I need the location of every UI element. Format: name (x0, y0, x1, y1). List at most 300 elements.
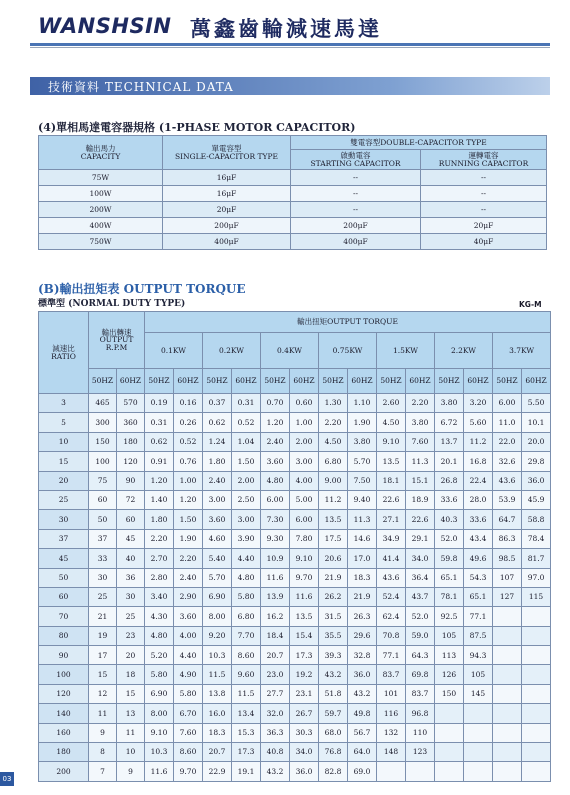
torque-cell (522, 704, 551, 723)
torque-cell: 52.0 (435, 529, 464, 548)
torque-row (39, 568, 551, 587)
torque-cell: 28.0 (464, 490, 493, 509)
torque-cell: 3.90 (232, 529, 261, 548)
torque-cell: 83.7 (377, 665, 406, 684)
torque-cell: 7.30 (261, 510, 290, 529)
torque-cell: 86.3 (493, 529, 522, 548)
rpm-cell: 25 (117, 607, 145, 626)
torque-row (39, 471, 551, 490)
torque-cell: 13.7 (435, 432, 464, 451)
torque-cell: 59.8 (435, 549, 464, 568)
ratio-cell: 100 (39, 665, 89, 684)
capacitor-table (38, 135, 547, 250)
torque-cell (435, 723, 464, 742)
torque-cell: 1.20 (261, 413, 290, 432)
ratio-cell: 15 (39, 452, 89, 471)
torque-cell: 11.3 (406, 452, 435, 471)
torque-cell: 7.50 (348, 471, 377, 490)
torque-cell: 5.40 (203, 549, 232, 568)
torque-cell: 9.70 (174, 762, 203, 781)
torque-cell (522, 762, 551, 781)
rpm-cell: 465 (89, 394, 117, 413)
torque-row (39, 452, 551, 471)
torque-cell (435, 704, 464, 723)
capacitor-cell-start: -- (291, 186, 421, 202)
col-power: 0.4KW (261, 333, 319, 369)
rpm-cell: 75 (89, 471, 117, 490)
torque-cell: 94.3 (464, 646, 493, 665)
torque-cell: 4.30 (145, 607, 174, 626)
torque-cell: 51.8 (319, 684, 348, 703)
rpm-cell: 7 (89, 762, 117, 781)
ratio-cell: 10 (39, 432, 89, 451)
rpm-cell: 50 (89, 510, 117, 529)
torque-cell: 18.9 (406, 490, 435, 509)
capacitor-cell-run: 40μF (421, 234, 547, 250)
rpm-cell: 20 (117, 646, 145, 665)
torque-cell (522, 665, 551, 684)
capacitor-cell-start: 200μF (291, 218, 421, 234)
torque-cell (493, 743, 522, 762)
torque-cell: 14.6 (348, 529, 377, 548)
torque-cell: 22.4 (464, 471, 493, 490)
torque-cell (522, 607, 551, 626)
rpm-cell: 180 (117, 432, 145, 451)
ratio-cell: 160 (39, 723, 89, 742)
col-power: 0.1KW (145, 333, 203, 369)
torque-cell: 4.90 (174, 665, 203, 684)
torque-cell: 2.70 (145, 549, 174, 568)
torque-cell: 56.7 (348, 723, 377, 742)
col-frequency: 60HZ (522, 369, 551, 394)
capacitor-cell-start: -- (291, 170, 421, 186)
model-label: KG-M (519, 300, 542, 309)
torque-cell: 68.0 (319, 723, 348, 742)
torque-cell (522, 626, 551, 645)
torque-cell: 0.70 (261, 394, 290, 413)
torque-cell (464, 723, 493, 742)
torque-cell: 2.40 (203, 471, 232, 490)
torque-cell: 87.5 (464, 626, 493, 645)
torque-cell: 0.31 (232, 394, 261, 413)
torque-cell (464, 743, 493, 762)
torque-cell: 4.80 (232, 568, 261, 587)
torque-cell (522, 723, 551, 742)
torque-cell: 6.80 (319, 452, 348, 471)
col-frequency: 50HZ (203, 369, 232, 394)
torque-cell: 98.5 (493, 549, 522, 568)
torque-row (39, 665, 551, 684)
torque-cell: 16.2 (261, 607, 290, 626)
torque-cell: 9.40 (348, 490, 377, 509)
torque-cell: 145 (464, 684, 493, 703)
torque-cell: 34.0 (290, 743, 319, 762)
torque-cell: 65.1 (464, 587, 493, 606)
torque-row (39, 607, 551, 626)
torque-cell: 10.3 (203, 646, 232, 665)
torque-cell: 0.26 (174, 413, 203, 432)
rpm-cell: 90 (117, 471, 145, 490)
torque-cell: 2.20 (406, 394, 435, 413)
torque-cell: 17.5 (319, 529, 348, 548)
rpm-cell: 8 (89, 743, 117, 762)
col-ratio: 減速比 RATIO (39, 312, 89, 394)
torque-cell: 29.1 (406, 529, 435, 548)
torque-row (39, 684, 551, 703)
torque-cell: 2.20 (174, 549, 203, 568)
torque-cell: 6.00 (261, 490, 290, 509)
torque-cell: 13.4 (232, 704, 261, 723)
torque-cell: 43.2 (261, 762, 290, 781)
col-power: 2.2KW (435, 333, 493, 369)
torque-cell: 9.20 (203, 626, 232, 645)
torque-cell: 8.00 (145, 704, 174, 723)
torque-cell: 20.6 (319, 549, 348, 568)
torque-cell: 8.60 (232, 646, 261, 665)
torque-cell: 4.50 (377, 413, 406, 432)
torque-cell: 1.30 (319, 394, 348, 413)
ratio-cell: 70 (39, 607, 89, 626)
col-rpm: 輸出轉速 OUTPUT R.P.M (89, 312, 145, 369)
torque-row (39, 549, 551, 568)
torque-cell: 148 (377, 743, 406, 762)
torque-cell: 7.80 (290, 529, 319, 548)
torque-cell: 13.5 (290, 607, 319, 626)
torque-cell: 69.0 (348, 762, 377, 781)
ratio-cell: 5 (39, 413, 89, 432)
torque-cell: 45.9 (522, 490, 551, 509)
torque-cell: 22.6 (377, 490, 406, 509)
torque-cell (493, 646, 522, 665)
torque-cell: 43.2 (348, 684, 377, 703)
torque-cell: 1.50 (174, 510, 203, 529)
ratio-cell: 3 (39, 394, 89, 413)
torque-cell: 4.80 (145, 626, 174, 645)
torque-cell: 32.8 (348, 646, 377, 665)
torque-cell: 34.0 (406, 549, 435, 568)
col-capacity: 輸出馬力 CAPACITY (39, 136, 163, 170)
torque-cell: 36.3 (261, 723, 290, 742)
torque-cell (464, 762, 493, 781)
capacitor-cell-cap: 75W (39, 170, 163, 186)
torque-cell: 3.00 (290, 452, 319, 471)
torque-cell: 1.10 (348, 394, 377, 413)
col-starting: 啟動電容 STARTING CAPACITOR (291, 150, 421, 170)
torque-cell: 0.62 (145, 432, 174, 451)
col-frequency: 60HZ (406, 369, 435, 394)
col-frequency: 50HZ (493, 369, 522, 394)
col-frequency: 60HZ (232, 369, 261, 394)
capacitor-cell-single: 200μF (163, 218, 291, 234)
torque-cell: 150 (435, 684, 464, 703)
torque-cell: 53.9 (493, 490, 522, 509)
rpm-cell: 30 (89, 568, 117, 587)
torque-cell (435, 762, 464, 781)
torque-cell: 36.4 (406, 568, 435, 587)
torque-row (39, 743, 551, 762)
ratio-cell: 120 (39, 684, 89, 703)
torque-cell: 4.00 (174, 626, 203, 645)
torque-cell (493, 723, 522, 742)
rpm-cell: 10 (117, 743, 145, 762)
torque-cell: 127 (493, 587, 522, 606)
torque-cell: 13.5 (377, 452, 406, 471)
col-frequency: 60HZ (464, 369, 493, 394)
torque-cell: 5.80 (145, 665, 174, 684)
torque-cell: 21.9 (319, 568, 348, 587)
rpm-cell: 21 (89, 607, 117, 626)
brand-logo: WANSHSIN (38, 14, 172, 38)
rpm-cell: 36 (117, 568, 145, 587)
ratio-cell: 200 (39, 762, 89, 781)
torque-cell: 2.50 (232, 490, 261, 509)
capacitor-cell-start: -- (291, 202, 421, 218)
torque-cell: 11.3 (348, 510, 377, 529)
col-frequency: 60HZ (174, 369, 203, 394)
torque-cell: 5.00 (290, 490, 319, 509)
rpm-cell: 72 (117, 490, 145, 509)
torque-cell: 18.3 (203, 723, 232, 742)
torque-cell: 9.10 (145, 723, 174, 742)
torque-cell (493, 762, 522, 781)
rpm-cell: 30 (117, 587, 145, 606)
rpm-cell: 45 (117, 529, 145, 548)
torque-cell: 76.8 (319, 743, 348, 762)
torque-cell: 4.50 (319, 432, 348, 451)
torque-cell: 1.40 (145, 490, 174, 509)
torque-cell: 1.00 (174, 471, 203, 490)
torque-cell: 65.1 (435, 568, 464, 587)
torque-cell: 3.00 (232, 510, 261, 529)
torque-cell (493, 704, 522, 723)
col-frequency: 60HZ (348, 369, 377, 394)
torque-cell: 1.00 (290, 413, 319, 432)
rpm-cell: 12 (89, 684, 117, 703)
torque-cell: 33.6 (464, 510, 493, 529)
torque-cell: 43.7 (406, 587, 435, 606)
torque-cell: 26.2 (319, 587, 348, 606)
torque-cell: 26.3 (348, 607, 377, 626)
torque-cell (493, 665, 522, 684)
torque-cell: 41.4 (377, 549, 406, 568)
torque-cell: 11.6 (261, 568, 290, 587)
torque-cell: 18.3 (348, 568, 377, 587)
torque-cell: 29.6 (348, 626, 377, 645)
col-frequency: 50HZ (319, 369, 348, 394)
torque-cell: 92.5 (435, 607, 464, 626)
torque-cell: 6.70 (174, 704, 203, 723)
torque-cell: 9.60 (232, 665, 261, 684)
capacitor-cell-single: 400μF (163, 234, 291, 250)
torque-cell (435, 743, 464, 762)
torque-row (39, 723, 551, 742)
torque-cell: 2.60 (377, 394, 406, 413)
col-frequency: 50HZ (435, 369, 464, 394)
col-power: 0.75KW (319, 333, 377, 369)
torque-row (39, 394, 551, 413)
torque-cell: 0.76 (174, 452, 203, 471)
torque-cell: 54.3 (464, 568, 493, 587)
torque-cell: 2.00 (290, 432, 319, 451)
torque-cell: 9.10 (290, 549, 319, 568)
torque-cell: 40.3 (435, 510, 464, 529)
rpm-cell: 60 (117, 510, 145, 529)
capacitor-row (39, 170, 547, 186)
capacitor-cell-run: -- (421, 202, 547, 218)
torque-cell: 27.1 (377, 510, 406, 529)
torque-cell: 8.60 (174, 743, 203, 762)
torque-cell: 18.4 (261, 626, 290, 645)
torque-cell: 13.9 (261, 587, 290, 606)
torque-cell: 11.6 (290, 587, 319, 606)
torque-cell: 0.19 (145, 394, 174, 413)
col-frequency: 50HZ (89, 369, 117, 394)
torque-cell: 1.80 (203, 452, 232, 471)
torque-cell: 3.00 (203, 490, 232, 509)
torque-cell: 16.8 (464, 452, 493, 471)
torque-cell: 3.80 (435, 394, 464, 413)
torque-row (39, 432, 551, 451)
torque-cell: 49.6 (464, 549, 493, 568)
torque-cell: 123 (406, 743, 435, 762)
torque-cell: 3.80 (348, 432, 377, 451)
torque-cell: 16.0 (203, 704, 232, 723)
torque-cell: 26.8 (435, 471, 464, 490)
capacitor-cell-cap: 750W (39, 234, 163, 250)
torque-cell: 1.80 (145, 510, 174, 529)
torque-cell: 22.9 (203, 762, 232, 781)
capacitor-row (39, 234, 547, 250)
torque-cell: 64.3 (406, 646, 435, 665)
rpm-cell: 17 (89, 646, 117, 665)
torque-cell: 126 (435, 665, 464, 684)
torque-cell: 11.2 (319, 490, 348, 509)
col-frequency: 60HZ (290, 369, 319, 394)
rpm-cell: 60 (89, 490, 117, 509)
torque-cell: 6.72 (435, 413, 464, 432)
torque-cell: 2.20 (319, 413, 348, 432)
torque-cell: 7.70 (232, 626, 261, 645)
torque-cell: 43.6 (493, 471, 522, 490)
torque-cell (377, 762, 406, 781)
torque-cell: 17.0 (348, 549, 377, 568)
torque-cell: 0.60 (290, 394, 319, 413)
rpm-cell: 570 (117, 394, 145, 413)
torque-cell (464, 704, 493, 723)
rpm-cell: 11 (117, 723, 145, 742)
torque-cell: 49.8 (348, 704, 377, 723)
torque-cell (522, 684, 551, 703)
torque-cell: 1.50 (232, 452, 261, 471)
torque-cell: 36.0 (348, 665, 377, 684)
torque-cell: 9.70 (290, 568, 319, 587)
torque-cell: 59.7 (319, 704, 348, 723)
col-frequency: 50HZ (377, 369, 406, 394)
torque-cell: 31.5 (319, 607, 348, 626)
col-power: 0.2KW (203, 333, 261, 369)
torque-cell: 39.3 (319, 646, 348, 665)
rpm-cell: 19 (89, 626, 117, 645)
torque-cell: 4.40 (174, 646, 203, 665)
rpm-cell: 23 (117, 626, 145, 645)
col-double: 雙電容型DOUBLE-CAPACITOR TYPE (291, 136, 547, 150)
header-divider (30, 43, 550, 46)
torque-cell: 77.1 (377, 646, 406, 665)
ratio-cell: 25 (39, 490, 89, 509)
rpm-cell: 15 (117, 684, 145, 703)
torque-cell: 110 (406, 723, 435, 742)
ratio-cell: 60 (39, 587, 89, 606)
torque-cell: 52.0 (406, 607, 435, 626)
header-divider-thin (30, 47, 550, 48)
col-frequency: 50HZ (145, 369, 174, 394)
torque-cell: 3.60 (261, 452, 290, 471)
torque-cell: 3.60 (203, 510, 232, 529)
torque-cell: 15.3 (232, 723, 261, 742)
torque-cell (406, 762, 435, 781)
torque-cell: 36.0 (522, 471, 551, 490)
rpm-cell: 150 (89, 432, 117, 451)
torque-cell: 36.0 (290, 762, 319, 781)
torque-cell: 11.5 (203, 665, 232, 684)
torque-cell: 26.7 (290, 704, 319, 723)
torque-cell: 3.40 (145, 587, 174, 606)
torque-row (39, 490, 551, 509)
torque-cell: 105 (435, 626, 464, 645)
torque-cell: 4.00 (290, 471, 319, 490)
torque-cell: 59.0 (406, 626, 435, 645)
torque-cell: 9.10 (377, 432, 406, 451)
capacitor-row (39, 186, 547, 202)
torque-cell: 2.40 (261, 432, 290, 451)
ratio-cell: 45 (39, 549, 89, 568)
torque-cell: 5.80 (232, 587, 261, 606)
torque-cell: 1.90 (174, 529, 203, 548)
torque-cell: 11.0 (493, 413, 522, 432)
torque-cell: 1.20 (145, 471, 174, 490)
torque-cell: 78.1 (435, 587, 464, 606)
ratio-cell: 37 (39, 529, 89, 548)
torque-cell: 69.8 (406, 665, 435, 684)
rpm-cell: 9 (89, 723, 117, 742)
torque-cell: 40.8 (261, 743, 290, 762)
capacitor-cell-run: 20μF (421, 218, 547, 234)
capacitor-cell-cap: 200W (39, 202, 163, 218)
ratio-cell: 20 (39, 471, 89, 490)
torque-cell: 0.62 (203, 413, 232, 432)
torque-cell (493, 684, 522, 703)
torque-cell: 2.20 (145, 529, 174, 548)
ratio-cell: 90 (39, 646, 89, 665)
torque-cell: 105 (464, 665, 493, 684)
capacitor-cell-run: -- (421, 170, 547, 186)
torque-cell: 20.1 (435, 452, 464, 471)
torque-cell: 7.60 (174, 723, 203, 742)
torque-cell: 9.30 (261, 529, 290, 548)
capacitor-cell-single: 16μF (163, 186, 291, 202)
rpm-cell: 300 (89, 413, 117, 432)
torque-cell: 5.70 (203, 568, 232, 587)
torque-cell: 2.40 (174, 568, 203, 587)
torque-cell: 7.60 (406, 432, 435, 451)
torque-cell: 32.0 (261, 704, 290, 723)
col-frequency: 60HZ (117, 369, 145, 394)
section-banner (30, 77, 550, 95)
torque-row (39, 762, 551, 781)
torque-cell: 82.8 (319, 762, 348, 781)
torque-cell: 0.37 (203, 394, 232, 413)
col-single: 單電容型 SINGLE-CAPACITOR TYPE (163, 136, 291, 170)
